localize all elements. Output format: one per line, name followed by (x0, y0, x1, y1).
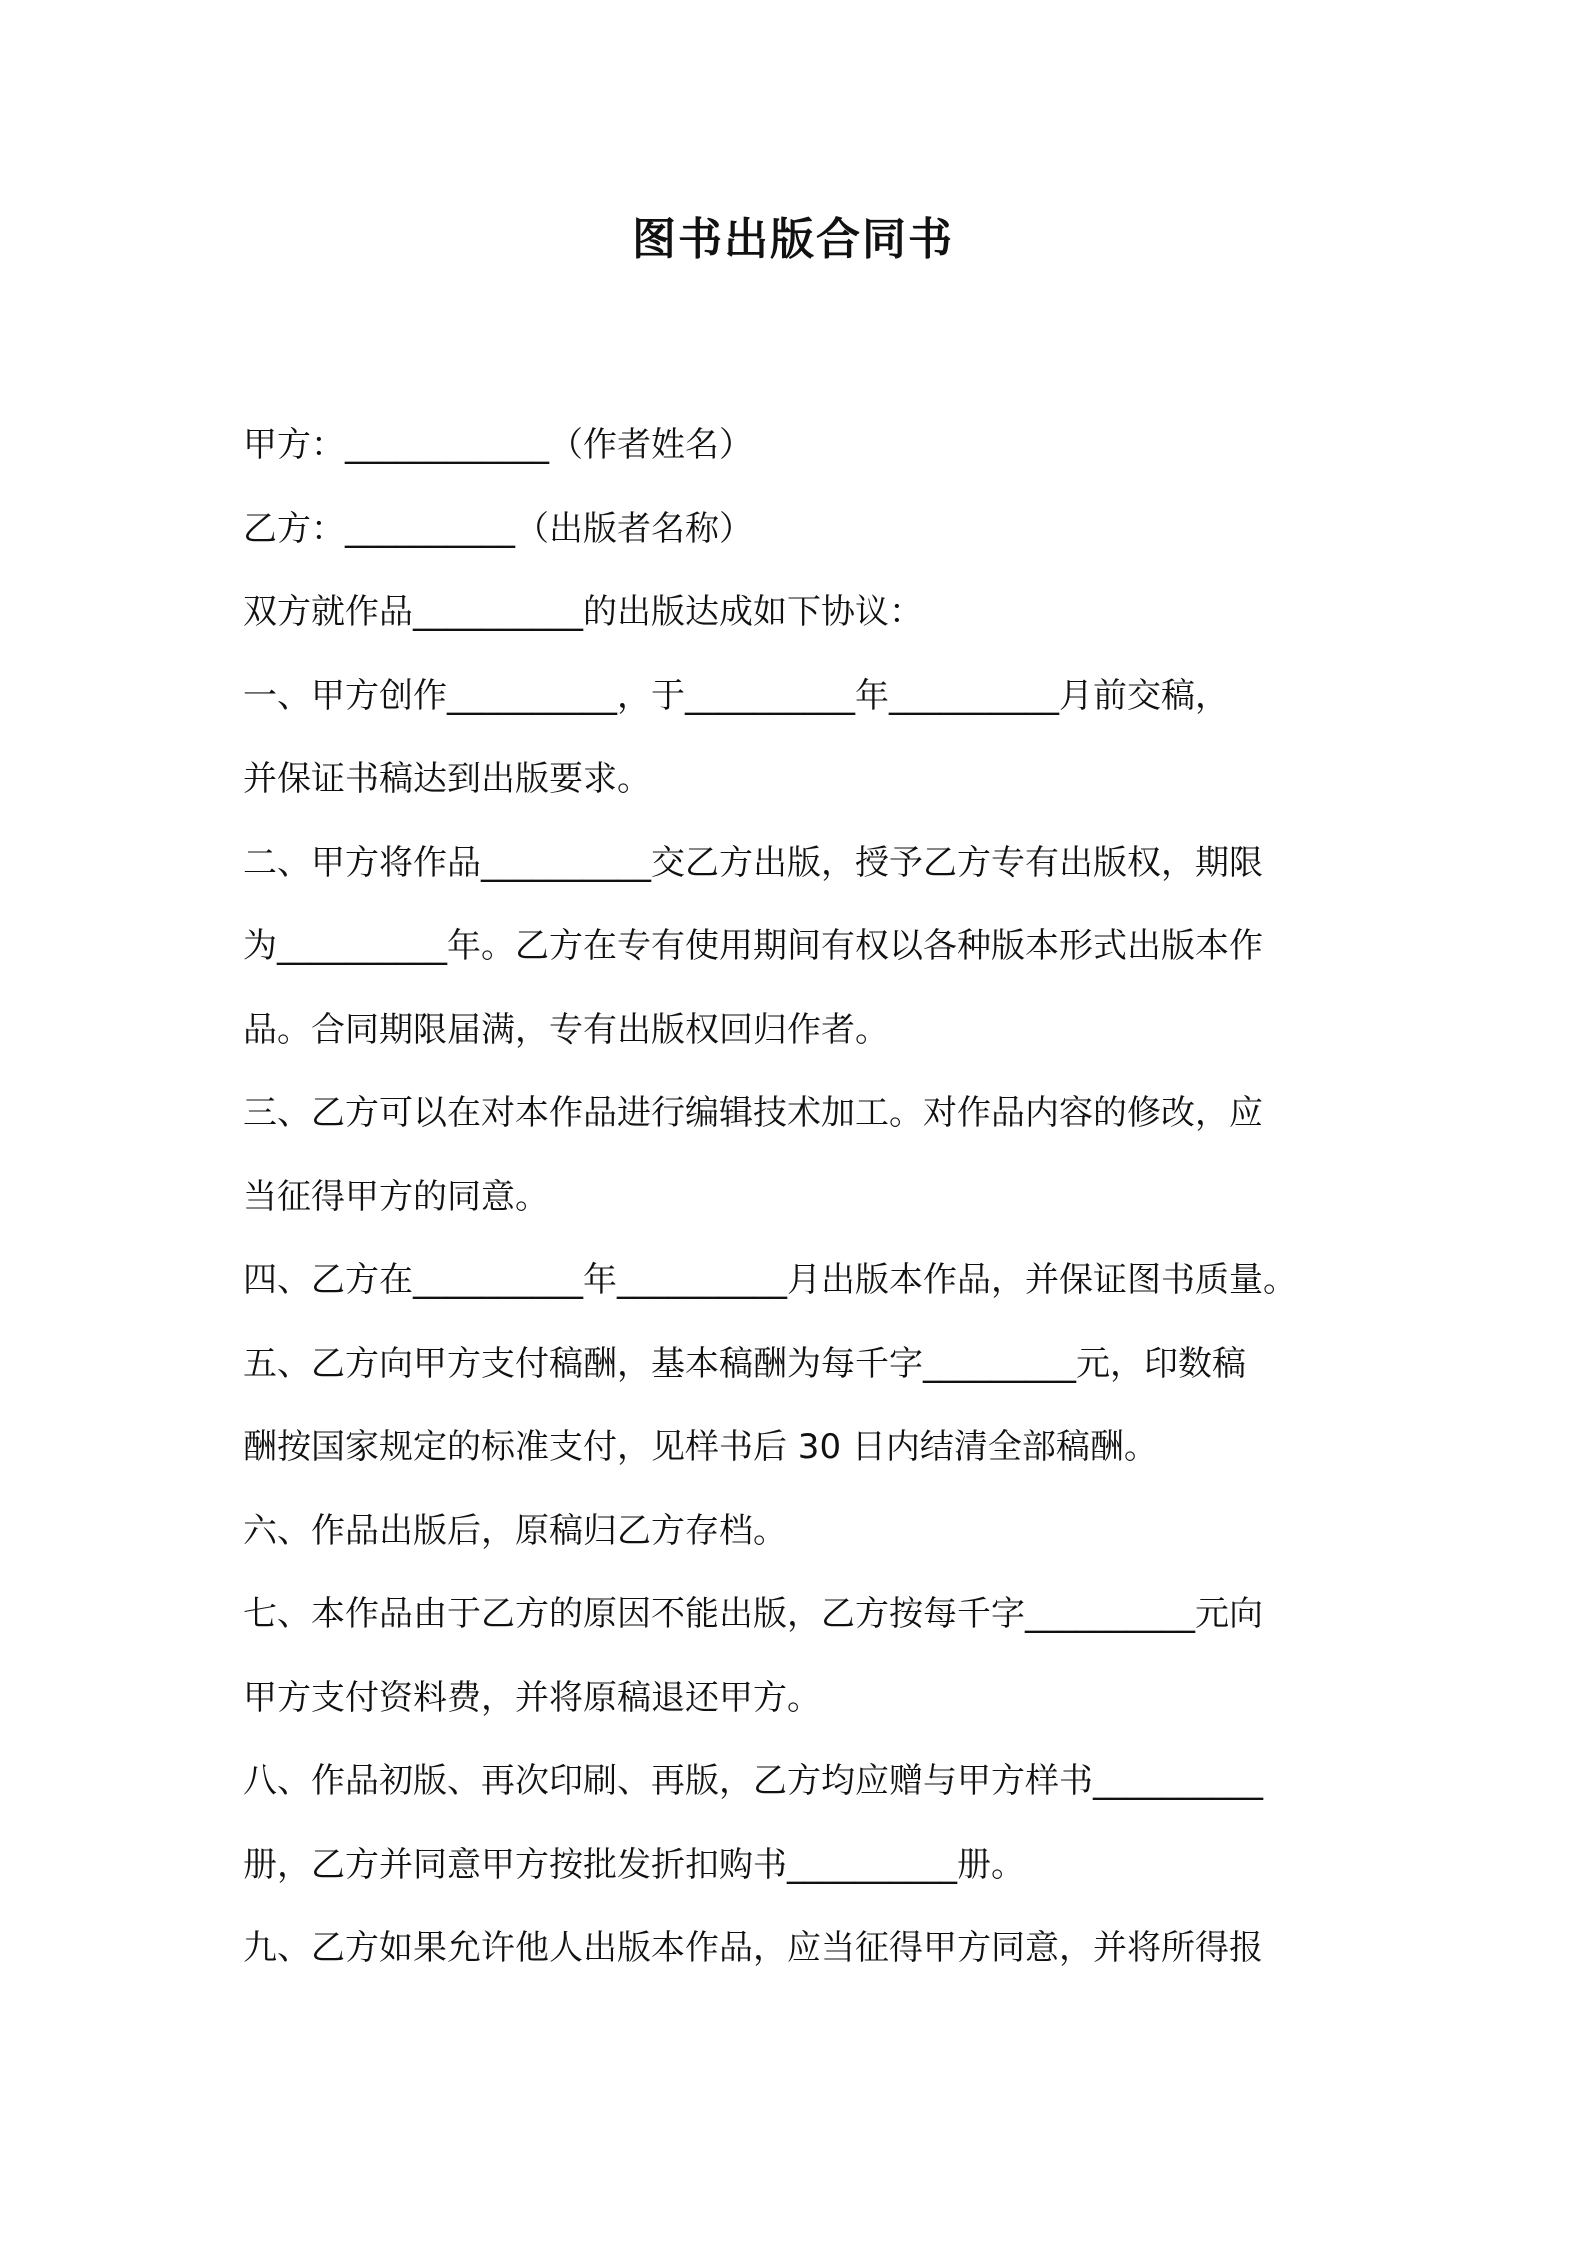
clause-5-line-2: 酬按国家规定的标准支付，见样书后 30 日内结清全部稿酬。 (243, 1427, 1158, 1467)
clause-1-line-2: 并保证书稿达到出版要求。 (243, 759, 651, 799)
clause-8-line-2: 册，乙方并同意甲方按批发折扣购书__________册。 (243, 1844, 1025, 1885)
party-a-line: 甲方：____________（作者姓名） (243, 425, 753, 465)
clause-7-line-1: 七、本作品由于乙方的原因不能出版，乙方按每千字__________元向 (243, 1594, 1263, 1634)
party-b-line: 乙方：__________（出版者名称） (243, 508, 753, 549)
clause-7-line-2: 甲方支付资料费，并将原稿退还甲方。 (243, 1677, 821, 1718)
clause-3-line-2: 当征得甲方的同意。 (243, 1176, 549, 1217)
clause-9-line-1: 九、乙方如果允许他人出版本作品，应当征得甲方同意，并将所得报 (243, 1928, 1263, 1968)
clause-8-line-1: 八、作品初版、再次印刷、再版，乙方均应赠与甲方样书__________ (243, 1761, 1263, 1801)
clause-3-line-1: 三、乙方可以在对本作品进行编辑技术加工。对作品内容的修改，应 (243, 1093, 1263, 1133)
clause-4-line-1: 四、乙方在__________年__________月出版本作品，并保证图书质量。 (243, 1260, 1297, 1300)
clause-5-line-1: 五、乙方向甲方支付稿酬，基本稿酬为每千字_________元，印数稿 (243, 1343, 1246, 1384)
document-title: 图书出版合同书 (632, 214, 954, 265)
clause-1-line-1: 一、甲方创作__________，于__________年__________月前交稿， (243, 675, 1229, 716)
agreement-intro-line: 双方就作品__________的出版达成如下协议： (243, 592, 923, 632)
clause-2-line-2: 为__________年。乙方在专有使用期间有权以各种版本形式出版本作 (243, 926, 1263, 966)
clause-2-line-1: 二、甲方将作品__________交乙方出版，授予乙方专有出版权，期限 (243, 842, 1263, 883)
contract-body (243, 404, 1353, 1991)
clause-6-line-1: 六、作品出版后，原稿归乙方存档。 (243, 1510, 787, 1551)
clause-2-line-3: 品。合同期限届满，专有出版权回归作者。 (243, 1009, 889, 1050)
